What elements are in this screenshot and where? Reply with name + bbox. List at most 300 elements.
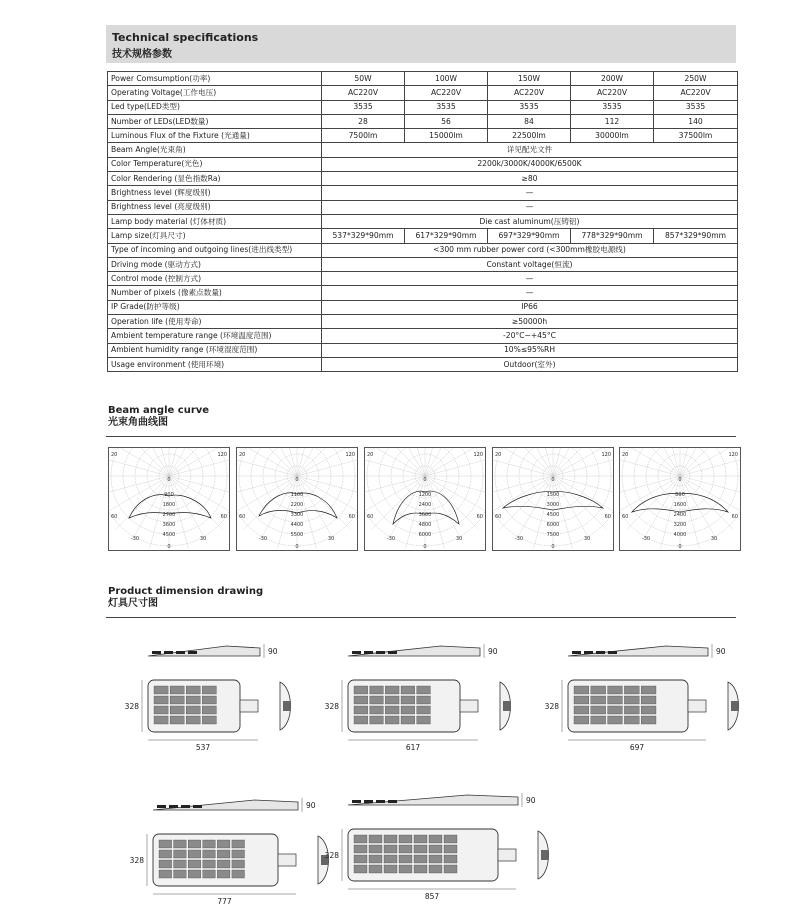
angle-label: -30 bbox=[130, 536, 140, 542]
polar-spoke bbox=[680, 476, 740, 514]
mount-arm bbox=[460, 700, 478, 712]
led-module bbox=[170, 686, 184, 694]
spec-row bbox=[108, 300, 738, 314]
spec-value: 37500lm bbox=[654, 129, 738, 143]
side-led-strip bbox=[376, 800, 385, 803]
intensity-tick-label: 1100 bbox=[290, 492, 304, 498]
led-module bbox=[154, 686, 168, 694]
spec-table bbox=[107, 71, 738, 372]
spec-row bbox=[108, 329, 738, 343]
spec-label: Control mode (控制方式) bbox=[108, 272, 322, 286]
spec-value: Constant voltage(恒流) bbox=[322, 257, 738, 271]
side-led-strip bbox=[169, 805, 178, 808]
led-module bbox=[202, 716, 216, 724]
spec-value: 15000lm bbox=[405, 129, 488, 143]
spec-label: Led type(LED类型) bbox=[108, 100, 322, 114]
polar-spoke bbox=[365, 476, 425, 495]
polar-spoke bbox=[516, 448, 554, 476]
spec-value: AC220V bbox=[488, 86, 571, 100]
dimension-drawing bbox=[540, 636, 780, 770]
angle-label: 120 bbox=[601, 452, 611, 458]
led-module bbox=[203, 850, 216, 858]
spec-row bbox=[108, 200, 738, 214]
polar-spoke bbox=[237, 476, 297, 514]
beam-polar-svg bbox=[620, 448, 740, 550]
angle-label: 60 bbox=[604, 514, 611, 520]
led-module bbox=[591, 716, 606, 724]
side-led-strip bbox=[388, 800, 397, 803]
led-module bbox=[174, 860, 187, 868]
led-module bbox=[608, 706, 623, 714]
led-module bbox=[354, 716, 368, 724]
led-module bbox=[414, 835, 427, 843]
spec-value: -20°C~+45°C bbox=[322, 329, 738, 343]
spec-label: Ambient temperature range (环境温度范围) bbox=[108, 329, 322, 343]
led-module bbox=[608, 716, 623, 724]
spec-value: 778*329*90mm bbox=[571, 229, 654, 243]
beam-polar-svg bbox=[365, 448, 485, 550]
angle-label: 60 bbox=[239, 514, 246, 520]
led-module bbox=[232, 860, 245, 868]
led-module bbox=[159, 870, 172, 878]
polar-spoke bbox=[643, 448, 681, 476]
led-module bbox=[385, 686, 399, 694]
side-led-strip bbox=[181, 805, 190, 808]
spec-row bbox=[108, 72, 738, 86]
intensity-tick-label: 4000 bbox=[673, 532, 687, 538]
angle-label: 120 bbox=[728, 452, 738, 458]
dimension-svg bbox=[320, 785, 590, 915]
intensity-tick-label: 4800 bbox=[418, 522, 432, 528]
angle-label: 0 bbox=[167, 477, 171, 483]
angle-label: 30 bbox=[327, 536, 335, 542]
dimension-svg bbox=[540, 636, 780, 766]
polar-spoke bbox=[365, 476, 425, 514]
led-module bbox=[624, 686, 639, 694]
polar-spoke bbox=[553, 448, 572, 476]
led-module bbox=[641, 716, 656, 724]
angle-label: 20 bbox=[367, 452, 374, 458]
polar-spoke bbox=[406, 448, 425, 476]
spec-value: 200W bbox=[571, 72, 654, 86]
spec-label: Power Comsumption(功率) bbox=[108, 72, 322, 86]
spec-row bbox=[108, 315, 738, 329]
led-module bbox=[574, 696, 589, 704]
angle-label: 20 bbox=[239, 452, 246, 458]
angle-label: 0 bbox=[678, 544, 682, 550]
length-dimension-label: 857 bbox=[424, 892, 440, 901]
spec-label: Lamp body material (灯体材质) bbox=[108, 214, 322, 228]
beam-curve-plot bbox=[492, 447, 614, 551]
led-module bbox=[159, 850, 172, 858]
length-dimension-label: 697 bbox=[629, 743, 645, 752]
led-module bbox=[202, 686, 216, 694]
led-module bbox=[414, 865, 427, 873]
spec-label: Brightness level (亮度级别) bbox=[108, 200, 322, 214]
height-dimension-label: 90 bbox=[306, 801, 316, 810]
polar-spoke bbox=[169, 476, 229, 495]
spec-value: Die cast aluminum(压铸铝) bbox=[322, 214, 738, 228]
led-module bbox=[385, 696, 399, 704]
spec-value: 50W bbox=[322, 72, 405, 86]
beam-curve-plot bbox=[236, 447, 358, 551]
polar-spoke bbox=[297, 476, 357, 495]
angle-label: 0 bbox=[551, 477, 555, 483]
spec-row bbox=[108, 143, 738, 157]
led-module bbox=[170, 706, 184, 714]
led-module bbox=[154, 716, 168, 724]
spec-label: Color Rendering (显色指数Ra) bbox=[108, 172, 322, 186]
spec-value: 30000lm bbox=[571, 129, 654, 143]
spec-label: Color Temperature(光色) bbox=[108, 157, 322, 171]
dimension-drawing bbox=[320, 636, 552, 770]
angle-label: 60 bbox=[220, 514, 227, 520]
intensity-tick-label: 1200 bbox=[418, 492, 432, 498]
spec-value: 22500lm bbox=[488, 129, 571, 143]
intensity-tick-label: 900 bbox=[164, 492, 174, 498]
spec-value: ≥50000h bbox=[322, 315, 738, 329]
led-module bbox=[624, 696, 639, 704]
intensity-tick-label: 4500 bbox=[162, 532, 176, 538]
intensity-tick-label: 3000 bbox=[546, 502, 560, 508]
polar-spoke bbox=[425, 476, 485, 495]
side-profile bbox=[348, 795, 518, 805]
intensity-tick-label: 2400 bbox=[418, 502, 432, 508]
led-module bbox=[202, 706, 216, 714]
width-dimension-label: 328 bbox=[324, 851, 339, 860]
led-module bbox=[399, 855, 412, 863]
side-led-strip bbox=[193, 805, 202, 808]
led-module bbox=[354, 706, 368, 714]
led-module bbox=[641, 686, 656, 694]
dimension-section-rule bbox=[106, 617, 736, 618]
spec-value: AC220V bbox=[322, 86, 405, 100]
intensity-tick-label: 3600 bbox=[162, 522, 176, 528]
led-module bbox=[429, 855, 442, 863]
spec-label: Usage environment (使用环境) bbox=[108, 357, 322, 371]
length-dimension-label: 777 bbox=[217, 897, 232, 906]
spec-value: 28 bbox=[322, 114, 405, 128]
length-dimension-label: 537 bbox=[195, 743, 211, 752]
mount-arm bbox=[498, 849, 516, 861]
angle-label: 60 bbox=[111, 514, 118, 520]
spec-value: — bbox=[322, 272, 738, 286]
side-led-strip bbox=[176, 651, 185, 654]
spec-header-banner bbox=[106, 25, 736, 63]
angle-label: 0 bbox=[551, 544, 555, 550]
side-led-strip bbox=[596, 651, 605, 654]
polar-spoke bbox=[297, 448, 335, 476]
led-module bbox=[188, 840, 201, 848]
polar-spoke bbox=[534, 448, 553, 476]
side-led-strip bbox=[157, 805, 166, 808]
led-module bbox=[370, 696, 384, 704]
polar-spoke bbox=[493, 476, 553, 514]
spec-row bbox=[108, 286, 738, 300]
dimension-drawing bbox=[120, 636, 332, 770]
height-dimension-label: 90 bbox=[488, 647, 498, 656]
led-module bbox=[574, 706, 589, 714]
spec-row bbox=[108, 172, 738, 186]
led-module bbox=[399, 835, 412, 843]
angle-label: 20 bbox=[495, 452, 502, 458]
spec-value: 112 bbox=[571, 114, 654, 128]
side-led-strip bbox=[188, 651, 197, 654]
polar-spoke bbox=[388, 448, 426, 476]
led-module bbox=[186, 716, 200, 724]
spec-row bbox=[108, 229, 738, 243]
end-view-bracket bbox=[541, 850, 548, 860]
led-module bbox=[203, 870, 216, 878]
led-module bbox=[384, 845, 397, 853]
mount-arm bbox=[688, 700, 706, 712]
angle-label: 0 bbox=[423, 477, 427, 483]
led-module bbox=[574, 686, 589, 694]
spec-label: Ambient humidity range (环境湿度范围) bbox=[108, 343, 322, 357]
polar-spoke bbox=[680, 448, 699, 476]
angle-label: 60 bbox=[731, 514, 738, 520]
beam-polar-svg bbox=[109, 448, 229, 550]
mount-arm bbox=[278, 854, 296, 866]
angle-label: 20 bbox=[111, 452, 118, 458]
length-dimension-label: 617 bbox=[405, 743, 421, 752]
intensity-tick-label: 2700 bbox=[162, 512, 176, 518]
beam-title-cn: 光束角曲线图 bbox=[108, 417, 168, 428]
intensity-tick-label: 1500 bbox=[546, 492, 560, 498]
spec-row bbox=[108, 243, 738, 257]
width-dimension-label: 328 bbox=[324, 702, 339, 711]
polar-spoke bbox=[297, 476, 357, 514]
angle-label: -30 bbox=[386, 536, 396, 542]
top-view-body bbox=[153, 834, 278, 886]
led-module bbox=[591, 696, 606, 704]
spec-value: 3535 bbox=[571, 100, 654, 114]
led-module bbox=[188, 870, 201, 878]
side-led-strip bbox=[376, 651, 385, 654]
angle-label: 60 bbox=[495, 514, 502, 520]
spec-value: 2200k/3000K/4000K/6500K bbox=[322, 157, 738, 171]
dimension-section-title bbox=[108, 586, 263, 610]
spec-row bbox=[108, 86, 738, 100]
led-module bbox=[444, 835, 457, 843]
led-module bbox=[217, 870, 230, 878]
led-module bbox=[354, 696, 368, 704]
led-module bbox=[608, 686, 623, 694]
spec-title-en: Technical specifications bbox=[112, 31, 259, 44]
spec-value: 3535 bbox=[322, 100, 405, 114]
led-module bbox=[186, 696, 200, 704]
intensity-tick-label: 1600 bbox=[673, 502, 687, 508]
led-module bbox=[401, 716, 415, 724]
width-dimension-label: 328 bbox=[129, 856, 144, 865]
spec-value: 10%≤95%RH bbox=[322, 343, 738, 357]
led-module bbox=[624, 716, 639, 724]
side-led-strip bbox=[572, 651, 581, 654]
angle-label: -30 bbox=[641, 536, 651, 542]
angle-label: 30 bbox=[455, 536, 463, 542]
intensity-tick-label: 800 bbox=[675, 492, 685, 498]
led-module bbox=[417, 696, 431, 704]
led-module bbox=[170, 696, 184, 704]
side-led-strip bbox=[364, 651, 373, 654]
spec-value: 84 bbox=[488, 114, 571, 128]
led-module bbox=[188, 860, 201, 868]
led-module bbox=[417, 706, 431, 714]
led-module bbox=[354, 835, 367, 843]
led-module bbox=[354, 865, 367, 873]
polar-spoke bbox=[278, 448, 297, 476]
polar-spoke bbox=[425, 476, 485, 514]
intensity-tick-label: 4400 bbox=[290, 522, 304, 528]
angle-label: 60 bbox=[348, 514, 355, 520]
height-dimension-label: 90 bbox=[716, 647, 726, 656]
spec-row bbox=[108, 357, 738, 371]
led-module bbox=[186, 706, 200, 714]
intensity-tick-label: 3200 bbox=[673, 522, 687, 528]
led-module bbox=[444, 845, 457, 853]
height-dimension-label: 90 bbox=[526, 796, 536, 805]
angle-label: -30 bbox=[514, 536, 524, 542]
led-module bbox=[444, 855, 457, 863]
spec-value: AC220V bbox=[571, 86, 654, 100]
spec-value: 56 bbox=[405, 114, 488, 128]
polar-spoke bbox=[425, 448, 463, 476]
led-module bbox=[574, 716, 589, 724]
spec-row bbox=[108, 100, 738, 114]
led-module bbox=[354, 686, 368, 694]
led-module bbox=[154, 706, 168, 714]
led-module bbox=[354, 855, 367, 863]
spec-value: 250W bbox=[654, 72, 738, 86]
polar-spoke bbox=[553, 476, 613, 495]
side-led-strip bbox=[364, 800, 373, 803]
angle-label: 60 bbox=[476, 514, 483, 520]
led-module bbox=[159, 840, 172, 848]
side-led-strip bbox=[164, 651, 173, 654]
led-module bbox=[188, 850, 201, 858]
spec-row bbox=[108, 129, 738, 143]
side-led-strip bbox=[352, 651, 361, 654]
spec-row bbox=[108, 114, 738, 128]
led-module bbox=[203, 860, 216, 868]
led-module bbox=[170, 716, 184, 724]
spec-row bbox=[108, 157, 738, 171]
led-module bbox=[429, 865, 442, 873]
angle-label: -30 bbox=[258, 536, 268, 542]
side-led-strip bbox=[152, 651, 161, 654]
intensity-tick-label: 6000 bbox=[546, 522, 560, 528]
led-module bbox=[369, 855, 382, 863]
side-led-strip bbox=[388, 651, 397, 654]
led-module bbox=[369, 845, 382, 853]
width-dimension-label: 328 bbox=[124, 702, 139, 711]
led-module bbox=[384, 855, 397, 863]
beam-polar-svg bbox=[493, 448, 613, 550]
spec-value: 3535 bbox=[405, 100, 488, 114]
led-module bbox=[154, 696, 168, 704]
led-module bbox=[641, 696, 656, 704]
led-module bbox=[608, 696, 623, 704]
led-module bbox=[429, 835, 442, 843]
spec-label: Number of LEDs(LED数量) bbox=[108, 114, 322, 128]
spec-value: 537*329*90mm bbox=[322, 229, 405, 243]
polar-spoke bbox=[661, 448, 680, 476]
spec-value: — bbox=[322, 200, 738, 214]
led-module bbox=[401, 686, 415, 694]
angle-label: 0 bbox=[423, 544, 427, 550]
end-view-bracket bbox=[283, 701, 290, 711]
led-module bbox=[369, 835, 382, 843]
led-module bbox=[174, 850, 187, 858]
side-led-strip bbox=[352, 800, 361, 803]
spec-row bbox=[108, 257, 738, 271]
led-module bbox=[401, 696, 415, 704]
spec-label: Operating Voltage(工作电压) bbox=[108, 86, 322, 100]
led-module bbox=[384, 865, 397, 873]
spec-value: 3535 bbox=[654, 100, 738, 114]
angle-label: 30 bbox=[710, 536, 718, 542]
spec-value: 140 bbox=[654, 114, 738, 128]
dimension-title-en: Product dimension drawing bbox=[108, 586, 264, 597]
beam-polar-svg bbox=[237, 448, 357, 550]
intensity-tick-label: 5500 bbox=[290, 532, 304, 538]
led-module bbox=[624, 706, 639, 714]
angle-label: 30 bbox=[199, 536, 207, 542]
spec-label: Operation life (使用寿命) bbox=[108, 315, 322, 329]
led-module bbox=[591, 686, 606, 694]
led-module bbox=[217, 850, 230, 858]
spec-value: 100W bbox=[405, 72, 488, 86]
spec-value: AC220V bbox=[405, 86, 488, 100]
dimension-svg bbox=[120, 636, 332, 766]
intensity-tick-label: 7500 bbox=[546, 532, 560, 538]
end-view-bracket bbox=[503, 701, 510, 711]
side-led-strip bbox=[608, 651, 617, 654]
polar-spoke bbox=[169, 448, 207, 476]
spec-value: 150W bbox=[488, 72, 571, 86]
intensity-tick-label: 3300 bbox=[290, 512, 304, 518]
led-module bbox=[414, 855, 427, 863]
polar-spoke bbox=[620, 476, 680, 495]
spec-row bbox=[108, 272, 738, 286]
beam-curve-plot bbox=[108, 447, 230, 551]
led-module bbox=[370, 716, 384, 724]
led-module bbox=[369, 865, 382, 873]
spec-label: Beam Angle(光束角) bbox=[108, 143, 322, 157]
beam-section-rule bbox=[106, 436, 736, 437]
angle-label: 20 bbox=[622, 452, 629, 458]
angle-label: 0 bbox=[678, 477, 682, 483]
polar-spoke bbox=[680, 476, 740, 495]
led-module bbox=[385, 706, 399, 714]
mount-arm bbox=[240, 700, 258, 712]
led-module bbox=[414, 845, 427, 853]
spec-value: <300 mm rubber power cord (<300mm橡胶电源线) bbox=[322, 243, 738, 257]
dimension-svg bbox=[320, 636, 552, 766]
polar-spoke bbox=[620, 476, 680, 514]
polar-spoke bbox=[150, 448, 169, 476]
intensity-tick-label: 6000 bbox=[418, 532, 432, 538]
led-module bbox=[232, 840, 245, 848]
led-module bbox=[174, 870, 187, 878]
angle-label: 60 bbox=[622, 514, 629, 520]
width-dimension-label: 328 bbox=[544, 702, 559, 711]
led-module bbox=[217, 860, 230, 868]
intensity-tick-label: 3600 bbox=[418, 512, 432, 518]
polar-spoke bbox=[109, 476, 169, 495]
side-led-strip bbox=[584, 651, 593, 654]
spec-label: Driving mode (驱动方式) bbox=[108, 257, 322, 271]
